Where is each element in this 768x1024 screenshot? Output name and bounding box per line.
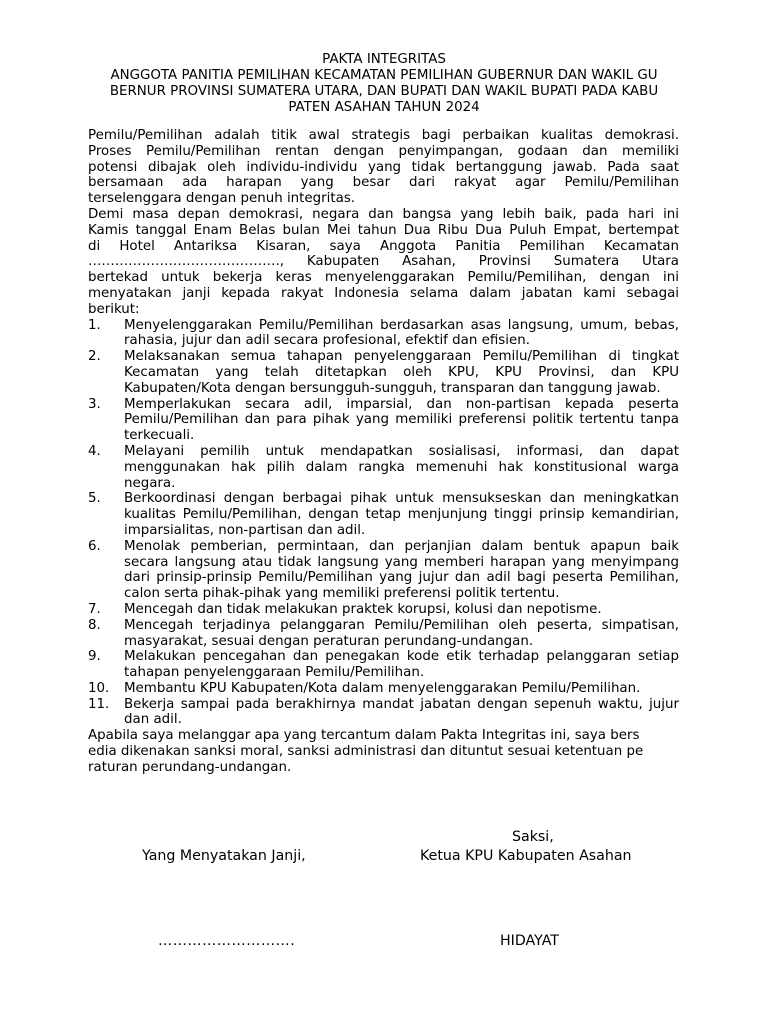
intro-line: Pemilu/Pemilihan adalah titik awal strategis bagi perbaikan kualitas demokrasi. [88, 128, 679, 143]
witness-name: HIDAYAT [500, 933, 559, 949]
title-line-3: BERNUR PROVINSI SUMATERA UTARA, DAN BUPATI DAN WAKIL BUPATI PADA KABU [109, 84, 659, 99]
list-item [88, 318, 679, 350]
item-number: 4. [88, 443, 101, 459]
document-title [88, 52, 680, 116]
item-text: Melayani pemilih untuk mendapatkan sosialisasi, informasi, dan dapat menggunakan hak pilih dalam rangka memenuhi hak konstitusional warga negara. [124, 443, 679, 491]
item-number: 1. [88, 317, 101, 333]
item-number: 10. [88, 680, 110, 696]
commitment-line: di Hotel Antariksa Kisaran, saya Anggota Panitia Pemilihan Kecamatan [88, 238, 679, 254]
item-number: 8. [88, 617, 101, 633]
intro-line: bersamaan ada harapan yang besar dari rakyat agar Pemilu/Pemilihan [88, 175, 679, 191]
item-number: 5. [88, 491, 101, 507]
item-number: 3. [88, 396, 101, 412]
item-number: 6. [88, 538, 101, 554]
item-text: Memperlakukan secara adil, imparsial, dan non-partisan kepada peserta Pemilu/Pemilihan dan para pihak yang memiliki preferensi politik tertentu tanpa terkecuali. [124, 396, 679, 444]
closing-line: edia dikenakan sanksi moral, sanksi administrasi dan dituntut sesuai ketentuan pe [88, 744, 644, 760]
witness-title: Ketua KPU Kabupaten Asahan [420, 848, 632, 864]
list-item [88, 602, 679, 618]
declarant-name-blank: ………………………. [158, 933, 296, 949]
item-text: Mencegah terjadinya pelanggaran Pemilu/Pemilihan oleh peserta, simpatisan, masyarakat, sesuai dengan peraturan perundang-undangan. [124, 617, 679, 649]
list-item [88, 491, 679, 538]
list-item [88, 539, 679, 602]
list-item [88, 397, 679, 444]
item-number: 9. [88, 649, 101, 665]
intro-paragraph [88, 128, 679, 207]
commitment-line: ……………………………………., Kabupaten Asahan, Provinsi Sumatera Utara [88, 254, 679, 270]
pledge-list [88, 318, 679, 729]
item-text: Mencegah dan tidak melakukan praktek korupsi, kolusi dan nepotisme. [124, 601, 602, 617]
item-number: 7. [88, 601, 101, 617]
declarant-label: Yang Menyatakan Janji, [142, 848, 306, 864]
item-text: Bekerja sampai pada berakhirnya mandat jabatan dengan sepenuh waktu, jujur dan adil. [124, 696, 679, 728]
list-item [88, 618, 679, 650]
item-number: 2. [88, 349, 101, 365]
list-item [88, 349, 679, 396]
commitment-line: Kamis tanggal Enam Belas bulan Mei tahun Dua Ribu Dua Puluh Empat, bertempat [88, 222, 679, 238]
closing-line: Apabila saya melanggar apa yang tercantum dalam Pakta Integritas ini, saya bers [88, 728, 640, 744]
item-text: Berkoordinasi dengan berbagai pihak untuk mensukseskan dan meningkatkan kualitas Pemilu/Pemilihan, dengan tetap menjunjung tinggi prinsip kemandirian, imparsialitas, non-partisan dan adil. [124, 491, 679, 538]
commitment-line: bertekad untuk bekerja keras menyelenggarakan Pemilu/Pemilihan, dengan ini [88, 270, 679, 286]
closing-line: raturan perundang-undangan. [88, 759, 292, 775]
witness-label: Saksi, [512, 829, 554, 845]
list-item [88, 444, 679, 491]
intro-line: terselenggara dengan penuh integritas. [88, 191, 356, 207]
item-text: Melaksanakan semua tahapan penyelenggaraan Pemilu/Pemilihan di tingkat Kecamatan yang telah ditetapkan oleh KPU, KPU Provinsi, dan KPU Kabupaten/Kota dengan bersungguh-sungguh, transparan dan tanggung jawab. [124, 349, 679, 396]
title-line-4: PATEN ASAHAN TAHUN 2024 [288, 100, 480, 115]
list-item [88, 697, 679, 729]
title-line-1: PAKTA INTEGRITAS [322, 52, 446, 67]
list-item [88, 649, 679, 681]
document-body [88, 128, 679, 776]
title-line-2: ANGGOTA PANITIA PEMILIHAN KECAMATAN PEMILIHAN GUBERNUR DAN WAKIL GU [110, 68, 658, 83]
closing-paragraph [88, 728, 679, 775]
commitment-line: Demi masa depan demokrasi, negara dan bangsa yang lebih baik, pada hari ini [88, 206, 679, 222]
item-number: 11. [88, 696, 110, 712]
commitment-line: menyatakan janji kepada rakyat Indonesia selama dalam jabatan kami sebagai [88, 285, 679, 301]
intro-line: potensi dibajak oleh individu-individu yang tidak bertanggung jawab. Pada saat [88, 159, 679, 175]
commitment-line: berikut: [88, 301, 140, 317]
intro-line: Proses Pemilu/Pemilihan rentan dengan penyimpangan, godaan dan memiliki [88, 143, 679, 159]
item-text: Membantu KPU Kabupaten/Kota dalam menyelenggarakan Pemilu/Pemilihan. [124, 680, 641, 696]
item-text: Melakukan pencegahan dan penegakan kode etik terhadap pelanggaran setiap tahapan penyelenggaraan Pemilu/Pemilihan. [124, 649, 679, 681]
list-item [88, 681, 679, 697]
item-text: Menyelenggarakan Pemilu/Pemilihan berdasarkan asas langsung, umum, bebas, rahasia, jujur dan adil secara profesional, efektif dan efisien. [124, 317, 679, 349]
commitment-paragraph [88, 207, 679, 318]
item-text: Menolak pemberian, permintaan, dan perjanjian dalam bentuk apapun baik secara langsung atau tidak langsung yang memberi harapan yang menyimpang dari prinsip-prinsip Pemilu/Pemilihan yang jujur dan adil bagi peserta Pemilihan, calon serta pihak-pihak yang memiliki preferensi politik tertentu. [124, 538, 679, 602]
